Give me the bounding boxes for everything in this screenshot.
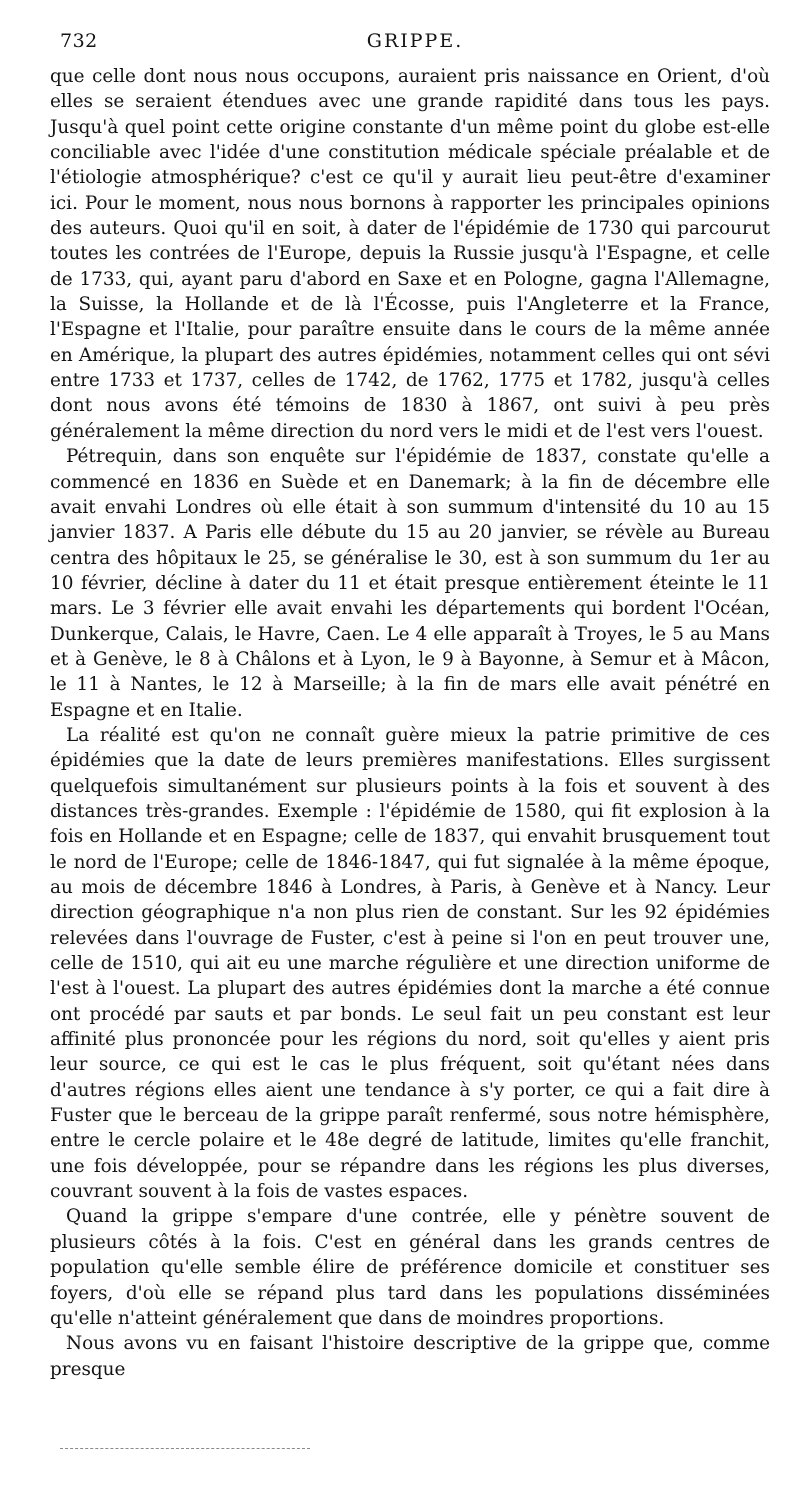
running-head: GRIPPE.: [366, 30, 464, 52]
paragraph-nous-avons: Nous avons vu en faisant l'histoire descriptive de la grippe que, comme presque: [50, 1333, 770, 1380]
paragraph-petrequin: Pétrequin, dans son enquête sur l'épidémie de 1837, constate qu'elle a commencé en 1836 en Suède et en Danemark; à la fin de décembre elle avait envahi Londres où elle était à son summum d'intensité du 10 au 15 janvier 1837. A Paris elle débute du 15 au 20 janvier, se révèle au Bureau centra des hôpitaux le 25, se généralise le 30, est à son summum du 1er au 10 février, décline à dater du 11 et était presque entièrement éteinte le 11 mars. Le 3 février elle avait envahi les départements qui bordent l'Océan, Dunkerque, Calais, le Havre, Caen. Le 4 elle apparaît à Troyes, le 5 au Mans et à Genève, le 8 à Châlons et à Lyon, le 9 à Bayonne, à Semur et à Mâcon, le 11 à Nantes, le 12 à Marseille; à la fin de mars elle avait pénétré en Espagne et en Italie.: [50, 446, 770, 721]
page-header: [60, 30, 770, 58]
page-number: 732: [60, 30, 98, 52]
paragraph-continued: que celle dont nous nous occupons, auraient pris naissance en Orient, d'où elles se seraient étendues avec une grande rapidité dans tous les pays. Jusqu'à quel point cette origine constante d'un même point du globe est-elle conciliable avec l'idée d'une constitution médicale spéciale préalable et de l'étiologie atmosphérique? c'est ce qu'il y aurait lieu peut-être d'examiner ici. Pour le moment, nous nous bornons à rapporter les principales opinions des auteurs. Quoi qu'il en soit, à dater de l'épidémie de 1730 qui parcourut toutes les contrées de l'Europe, depuis la Russie jusqu'à l'Espagne, et celle de 1733, qui, ayant paru d'abord en Saxe et en Pologne, gagna l'Allemagne, la Suisse, la Hollande et de là l'Écosse, puis l'Angleterre et la France, l'Espagne et l'Italie, pour paraître ensuite dans le cours de la même année en Amérique, la plupart des autres épidémies, notamment celles qui ont sévi entre 1733 et 1737, celles de 1742, de 1762, 1775 et 1782, jusqu'à celles dont nous avons été témoins de 1830 à 1867, ont suivi à peu près généralement la même direction du nord vers le midi et de l'est vers l'ouest.: [50, 66, 770, 442]
paragraph-quand: Quand la grippe s'empare d'une contrée, elle y pénètre souvent de plusieurs côtés à la fois. C'est en général dans les grands centres de population qu'elle semble élire de préférence domicile et constituer ses foyers, d'où elle se répand plus tard dans les populations disséminées qu'elle n'atteint généralement que dans de moindres proportions.: [50, 1206, 770, 1329]
body-text: [50, 64, 770, 1382]
footer-rule: [60, 1448, 310, 1449]
paragraph-realite: La réalité est qu'on ne connaît guère mieux la patrie primitive de ces épidémies que la date de leurs premières manifestations. Elles surgissent quelquefois simultanément sur plusieurs points à la fois et souvent à des distances très-grandes. Exemple : l'épidémie de 1580, qui fit explosion à la fois en Hollande et en Espagne; celle de 1837, qui envahit brusquement tout le nord de l'Europe; celle de 1846-1847, qui fut signalée à la même époque, au mois de décembre 1846 à Londres, à Paris, à Genève et à Nancy. Leur direction géographique n'a non plus rien de constant. Sur les 92 épidémies relevées dans l'ouvrage de Fuster, c'est à peine si l'on en peut trouver une, celle de 1510, qui ait eu une marche régulière et une direction uniforme de l'est à l'ouest. La plupart des autres épidémies dont la marche a été connue ont procédé par sauts et par bonds. Le seul fait un peu constant est leur affinité plus prononcée pour les régions du nord, soit qu'elles y aient pris leur source, ce qui est le cas le plus fréquent, soit qu'étant nées dans d'autres régions elles aient une tendance à s'y porter, ce qui a fait dire à Fuster que le berceau de la grippe paraît renfermé, sous notre hémisphère, entre le cercle polaire et le 48e degré de latitude, limites qu'elle franchit, une fois développée, pour se répandre dans les régions les plus diverses, couvrant souvent à la fois de vastes espaces.: [50, 724, 770, 1203]
